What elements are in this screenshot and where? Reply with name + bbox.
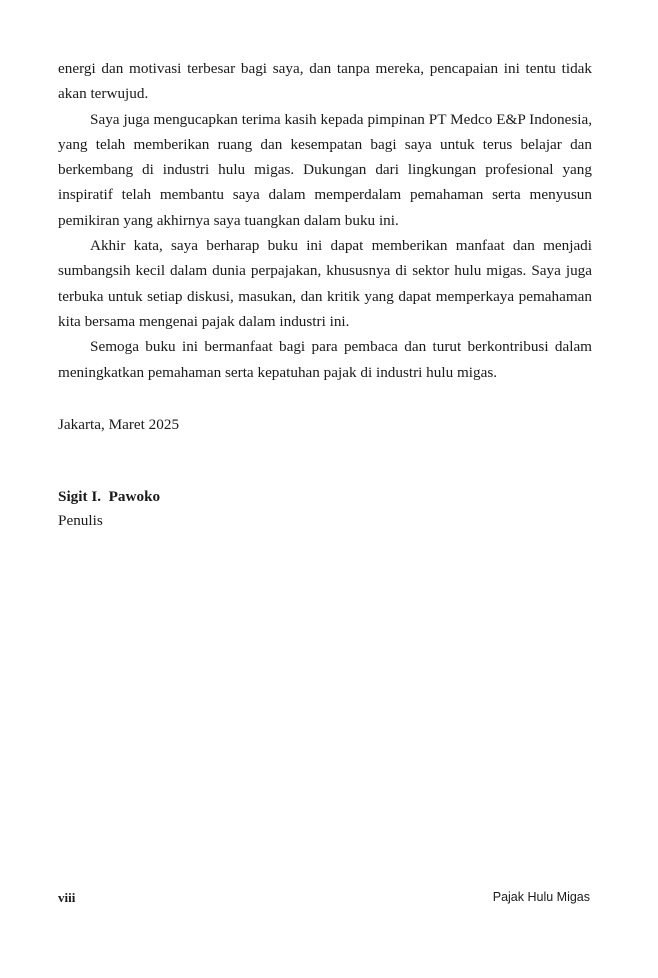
author-name: Sigit I. Pawoko xyxy=(58,488,161,505)
body-text xyxy=(58,56,592,385)
page-number: viii xyxy=(58,890,76,905)
running-footer-title: Pajak Hulu Migas xyxy=(492,890,590,904)
paragraph-continuation: energi dan motivasi terbesar bagi saya, dan tanpa mereka, pencapaian ini tentu tidak akan terwujud. xyxy=(58,60,592,103)
signature-block xyxy=(58,485,160,533)
paragraph-hope: Semoga buku ini bermanfaat bagi para pembaca dan turut berkontribusi dalam meningkatkan pemahaman serta kepatuhan pajak di industri hulu migas. xyxy=(58,338,592,381)
paragraph-closing: Akhir kata, saya berharap buku ini dapat memberikan manfaat dan menjadi sumbangsih kecil dalam dunia perpajakan, khususnya di sektor hulu migas. Saya juga terbuka untuk setiap diskusi, masukan, dan kritik yang dapat memperkaya pemahaman kita bersama mengenai pajak dalam industri ini. xyxy=(58,237,592,330)
author-role: Penulis xyxy=(58,512,103,529)
paragraph-acknowledgement: Saya juga mengucapkan terima kasih kepada pimpinan PT Medco E&P Indonesia, yang telah memberikan ruang dan kesempatan bagi saya untuk terus belajar dan berkembang di industri hulu migas. Dukungan dari lingkungan profesional yang inspiratif telah membantu saya dalam memperdalam pemahaman serta menyusun pemikiran yang akhirnya saya tuangkan dalam buku ini. xyxy=(58,110,592,229)
place-date: Jakarta, Maret 2025 xyxy=(58,416,180,433)
